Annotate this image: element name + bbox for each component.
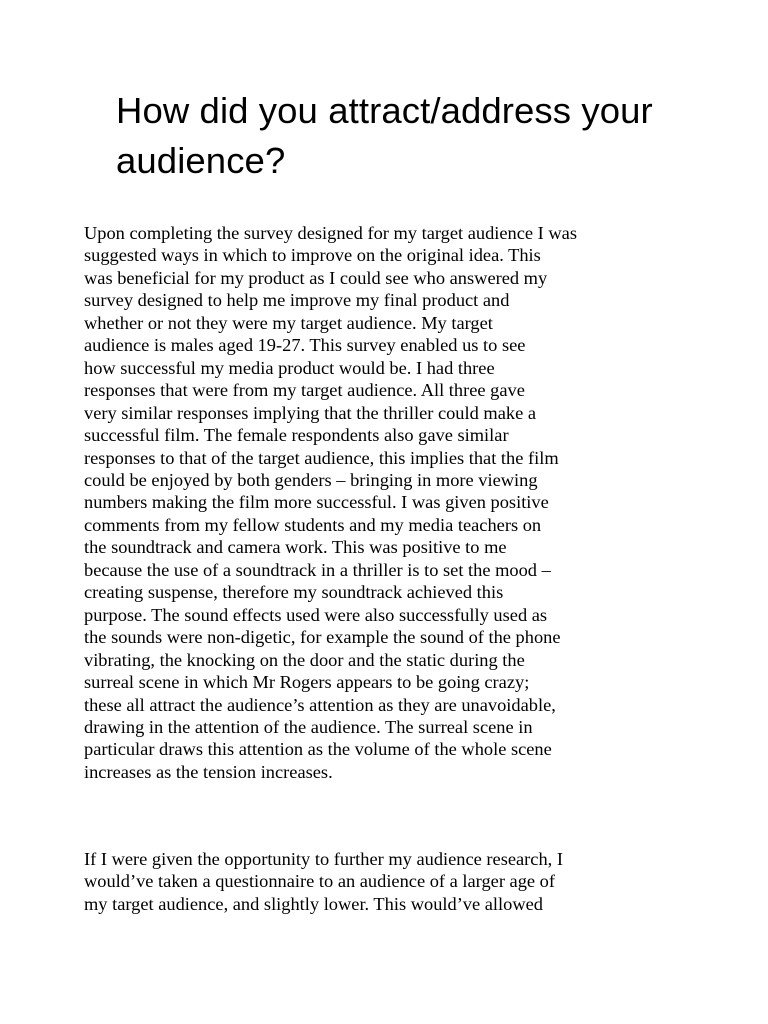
- text-line: how successful my media product would be. I had three: [84, 357, 495, 378]
- text-line: Upon completing the survey designed for my target audience I was: [84, 223, 577, 243]
- paragraph-further-research: [84, 848, 696, 915]
- text-line: could be enjoyed by both genders – bringing in more viewing: [84, 469, 538, 490]
- text-line: survey designed to help me improve my final product and: [84, 290, 510, 311]
- text-line: comments from my fellow students and my media teachers on: [84, 514, 542, 535]
- text-line: suggested ways in which to improve on the original idea. This: [84, 245, 541, 266]
- text-line: increases as the tension increases.: [84, 761, 333, 782]
- text-line: If I were given the opportunity to further my audience research, I: [84, 849, 563, 869]
- text-line: purpose. The sound effects used were also successfully used as: [84, 604, 548, 625]
- text-line: because the use of a soundtrack in a thriller is to set the mood –: [84, 559, 551, 580]
- text-line: the soundtrack and camera work. This was positive to me: [84, 537, 507, 558]
- text-line: drawing in the attention of the audience. The surreal scene in: [84, 716, 533, 737]
- text-line: vibrating, the knocking on the door and the static during the: [84, 649, 525, 670]
- text-line: numbers making the film more successful. I was given positive: [84, 492, 549, 513]
- text-line: was beneficial for my product as I could see who answered my: [84, 267, 548, 288]
- text-line: audience is males aged 19-27. This survey enabled us to see: [84, 335, 526, 356]
- page-title: How did you attract/address your audience?: [116, 90, 653, 181]
- text-line: responses that were from my target audience. All three gave: [84, 380, 525, 401]
- text-line: surreal scene in which Mr Rogers appears to be going crazy;: [84, 672, 530, 693]
- text-line: responses to that of the target audience, this implies that the film: [84, 447, 559, 468]
- text-line: successful film. The female respondents also gave similar: [84, 425, 509, 446]
- text-line: these all attract the audience’s attention as they are unavoidable,: [84, 694, 556, 715]
- text-line: particular draws this attention as the volume of the whole scene: [84, 739, 552, 760]
- text-line: would’ve taken a questionnaire to an audience of a larger age of: [84, 871, 555, 892]
- text-line: my target audience, and slightly lower. This would’ve allowed: [84, 893, 543, 914]
- text-line: the sounds were non-digetic, for example the sound of the phone: [84, 627, 561, 648]
- paragraph-audience-survey: [84, 222, 696, 783]
- text-line: whether or not they were my target audience. My target: [84, 312, 493, 333]
- text-line: very similar responses implying that the thriller could make a: [84, 402, 536, 423]
- text-line: creating suspense, therefore my soundtrack achieved this: [84, 582, 504, 603]
